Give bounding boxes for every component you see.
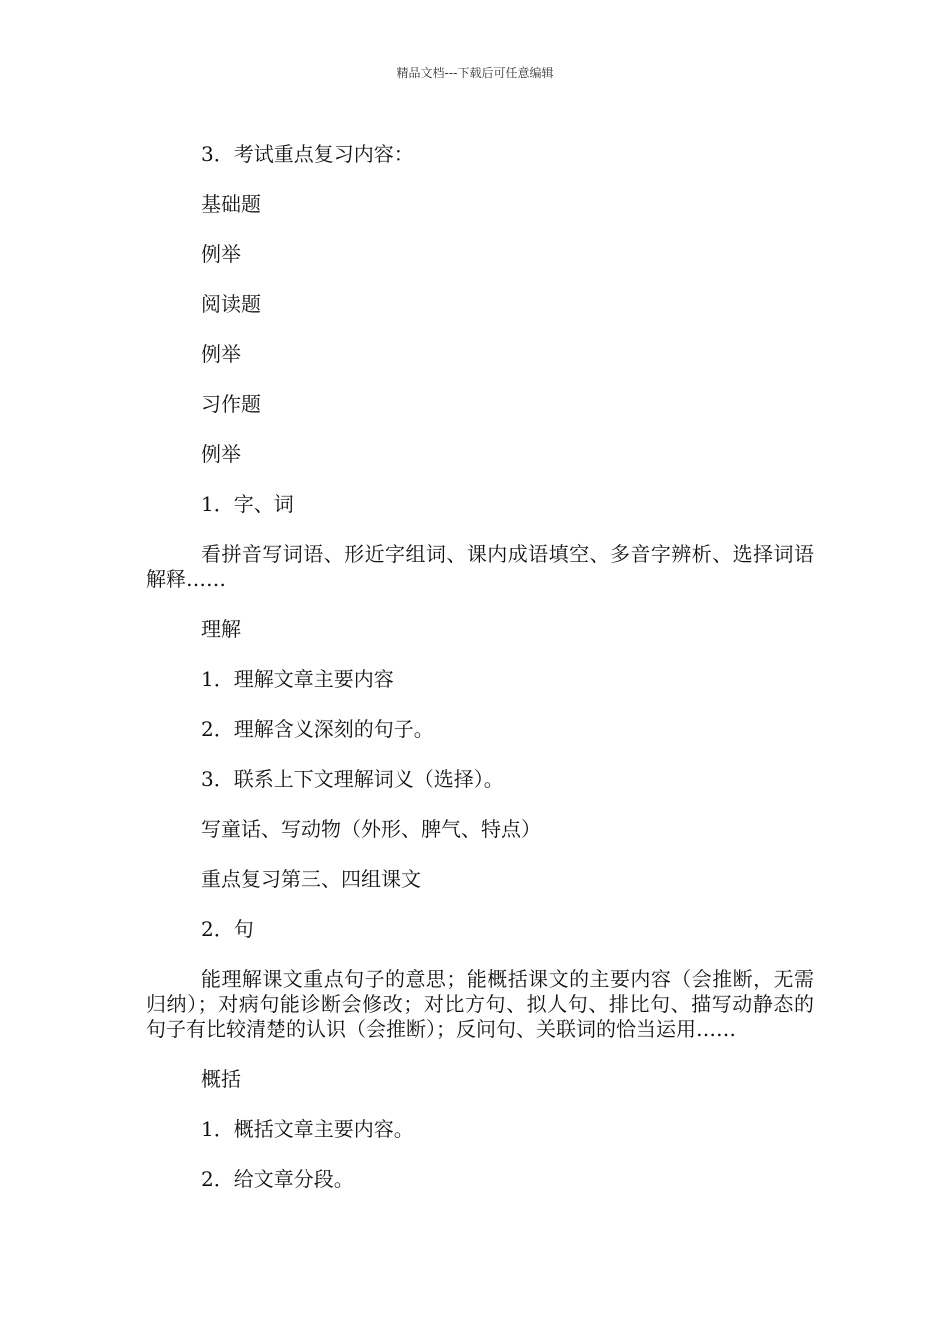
paragraph-understand-sentences: 2．理解含义深刻的句子。 xyxy=(201,717,434,741)
paragraph-characters-words: 1．字、词 xyxy=(201,492,294,516)
paragraph-example-1: 例举 xyxy=(201,242,241,266)
paragraph-summarize: 概括 xyxy=(201,1067,241,1091)
paragraph-summarize-main: 1．概括文章主要内容。 xyxy=(201,1117,414,1141)
paragraph-understand-main: 1．理解文章主要内容 xyxy=(201,667,394,691)
paragraph-example-3: 例举 xyxy=(201,442,241,466)
paragraph-review-title: 3．考试重点复习内容： xyxy=(201,142,414,166)
paragraph-review-groups: 重点复习第三、四组课文 xyxy=(201,867,421,891)
paragraph-reading-questions: 阅读题 xyxy=(201,292,261,316)
paragraph-sentence-tasks: 能理解课文重点句子的意思；能概括课文的主要内容（会推断，无需归纳）；对病句能诊断会修改；对比方句、拟人句、排比句、描写动静态的句子有比较清楚的认识（会推断）；反问句、关联词的恰当运用…… xyxy=(146,967,814,1041)
paragraph-write-fairy-tale: 写童话、写动物（外形、脾气、特点） xyxy=(201,817,541,841)
paragraph-understanding: 理解 xyxy=(201,617,241,641)
paragraph-understand-context: 3．联系上下文理解词义（选择）。 xyxy=(201,767,504,791)
paragraph-pinyin-tasks: 看拼音写词语、形近字组词、课内成语填空、多音字辨析、选择词语解释…… xyxy=(146,542,814,591)
paragraph-basic-questions: 基础题 xyxy=(201,192,261,216)
paragraph-example-2: 例举 xyxy=(201,342,241,366)
page-header: 精品文档---下载后可任意编辑 xyxy=(396,66,554,80)
paragraph-sentences: 2．句 xyxy=(201,917,254,941)
document-body xyxy=(146,142,814,1217)
paragraph-divide-sections: 2．给文章分段。 xyxy=(201,1167,354,1191)
paragraph-writing-questions: 习作题 xyxy=(201,392,261,416)
